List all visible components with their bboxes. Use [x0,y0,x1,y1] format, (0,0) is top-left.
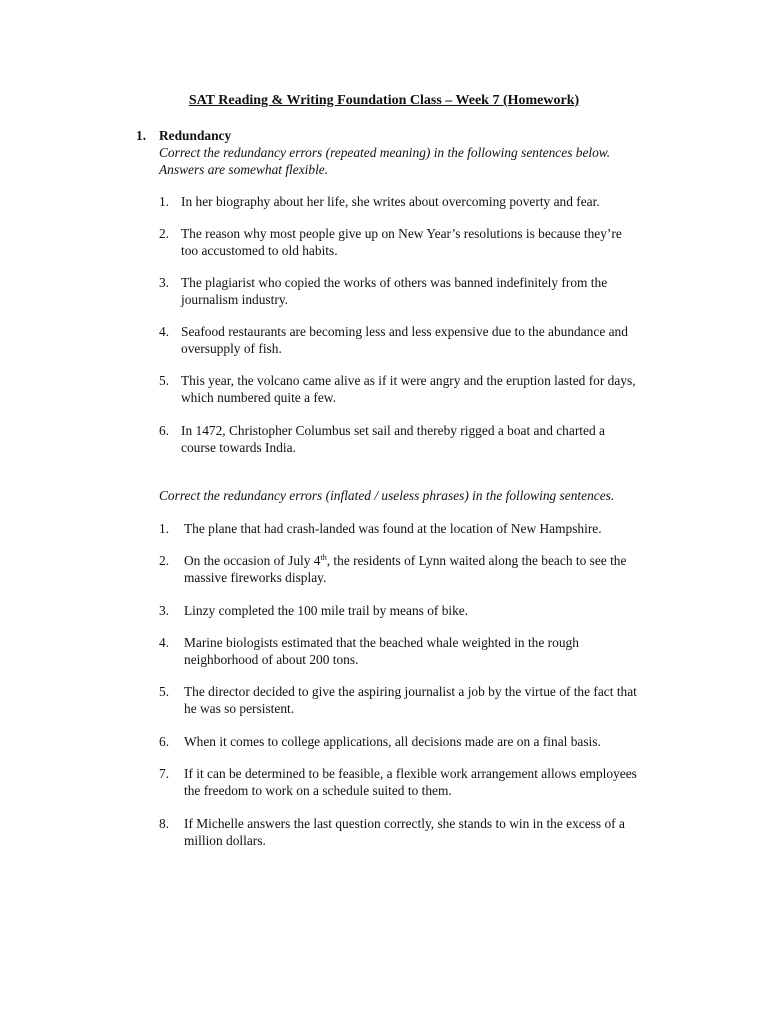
item-number: 1. [159,521,170,536]
item-text-line: The director decided to give the aspiring journalist a job by the virtue of the fact that [184,684,637,699]
item-number: 1. [159,194,170,209]
item-number: 8. [159,816,170,831]
item-text [181,324,649,357]
list-item [159,766,649,799]
item-text-line: When it comes to college applications, all decisions made are on a final basis. [184,734,601,749]
item-number: 6. [159,734,170,749]
list-item [159,603,649,620]
item-number: 5. [159,684,170,699]
list-item [159,553,649,586]
item-text-line: journalism industry. [181,291,288,307]
section-number: 1. [136,128,147,143]
item-text-line: too accustomed to old habits. [181,242,338,258]
item-text [184,766,649,799]
item-text [181,275,649,308]
item-text [181,373,649,406]
item-text-line: Seafood restaurants are becoming less and less expensive due to the abundance and [181,324,628,339]
item-text [184,734,649,751]
list-item [159,684,649,717]
list-item [159,423,649,456]
item-text-line: million dollars. [184,832,266,848]
item-text [184,603,649,620]
item-text-line: This year, the volcano came alive as if it were angry and the eruption lasted for days, [181,373,636,388]
item-number: 3. [159,603,170,618]
item-text-line: The plagiarist who copied the works of others was banned indefinitely from the [181,275,608,290]
item-text [181,226,649,259]
item-text-line: the freedom to work on a schedule suited to them. [184,782,452,798]
item-text [184,816,649,849]
item-text [184,635,649,668]
item-text-line: massive fireworks display. [184,569,327,585]
item-text-line: If Michelle answers the last question correctly, she stands to win in the excess of a [184,816,625,831]
item-number: 3. [159,275,170,290]
list-item [159,816,649,849]
item-text-line: which numbered quite a few. [181,389,336,405]
item-text [181,194,649,211]
superscript-ordinal: th [320,553,327,562]
item-text-line: he was so persistent. [184,700,295,716]
item-number: 6. [159,423,170,438]
section-heading: Redundancy [159,128,232,143]
item-text-line: Linzy completed the 100 mile trail by means of bike. [184,603,469,618]
document-title: SAT Reading & Writing Foundation Class – Week 7 (Homework) [188,93,580,108]
item-text-line: The plane that had crash-landed was found at the location of New Hampshire. [184,521,602,536]
item-text-line: In her biography about her life, she writes about overcoming poverty and fear. [181,194,600,209]
item-number: 2. [159,226,170,241]
item-text-line: oversupply of fish. [181,340,282,356]
item-number: 7. [159,766,170,781]
item-text [184,521,649,538]
item-text-line: , the residents of Lynn waited along the beach to see the [326,553,627,568]
item-text-line: neighborhood of about 200 tons. [184,651,359,667]
item-text-line: If it can be determined to be feasible, a flexible work arrangement allows employees [184,766,637,781]
list-item [159,521,649,538]
section-instructions: Correct the redundancy errors (inflated / useless phrases) in the following sentences. [159,488,615,503]
item-text [181,423,649,456]
item-text-line: course towards India. [181,439,296,455]
section-instructions [159,145,649,178]
item-text [184,553,649,586]
item-number: 4. [159,324,170,339]
list-item [159,635,649,668]
item-text-line: On the occasion of July 4 [184,553,321,568]
item-number: 2. [159,553,170,568]
list-item [159,275,649,308]
list-item [159,373,649,406]
item-text-line: The reason why most people give up on New Year’s resolutions is because they’re [181,226,622,241]
item-text [184,684,649,717]
item-number: 4. [159,635,170,650]
instructions-line: Correct the redundancy errors (repeated meaning) in the following sentences below. [159,145,611,160]
item-text-line: In 1472, Christopher Columbus set sail and thereby rigged a boat and charted a [181,423,605,438]
list-item [159,734,649,751]
list-item [159,194,649,211]
item-text-line: Marine biologists estimated that the beached whale weighted in the rough [184,635,579,650]
list-item [159,324,649,357]
item-number: 5. [159,373,170,388]
instructions-line: Answers are somewhat flexible. [159,161,329,177]
list-item [159,226,649,259]
